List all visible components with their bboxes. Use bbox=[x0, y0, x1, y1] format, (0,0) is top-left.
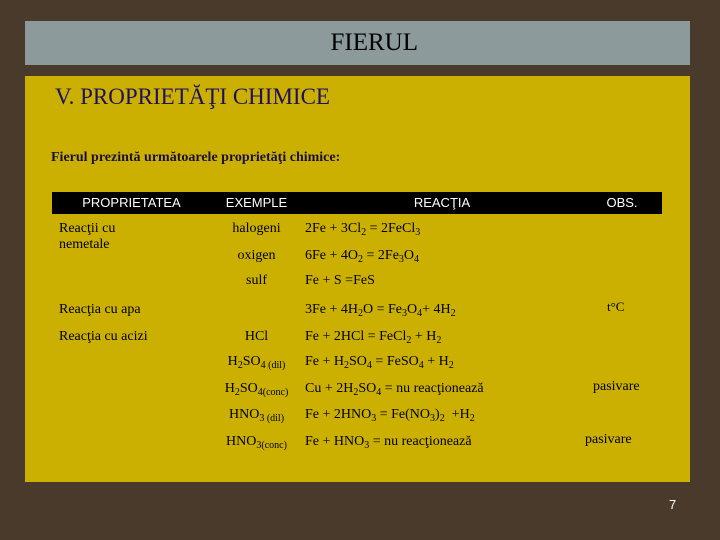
header-proprietatea: PROPRIETATEA bbox=[52, 192, 211, 214]
page-number: 7 bbox=[669, 497, 677, 512]
header-obs: OBS. bbox=[582, 192, 662, 214]
content-panel bbox=[25, 76, 690, 482]
cell-ex-hno3-dil: $HNO_{3 (dil)}$ bbox=[228, 407, 285, 424]
cell-reac-oxigen: $6Fe + 4O_2 = 2Fe_3O_4$ bbox=[305, 248, 420, 265]
cell-ex-oxigen: oxigen bbox=[237, 248, 276, 263]
cell-prop-acizi: Reacţia cu acizi bbox=[59, 329, 148, 344]
cell-prop-apa: Reacţia cu apa bbox=[59, 302, 141, 317]
cell-reac-h2so4-dil: $Fe + H_2SO_4$ = FeSO$_4$ + $H_2$ bbox=[305, 354, 454, 371]
cell-prop-nemetale: Reacţii cu nemetale bbox=[59, 221, 116, 252]
cell-ex-hno3-conc: $HNO_{3(conc)}$ bbox=[226, 434, 287, 451]
cell-reac-sulf: Fe + S =FeS bbox=[305, 273, 375, 288]
cell-reac-h2so4-conc: $Cu + 2H_2SO_4$ = nu reacţionează bbox=[305, 381, 484, 398]
cell-reac-hno3-dil: $Fe + 2HNO_3 = Fe(NO_3)_2 +H_2$ bbox=[305, 407, 475, 424]
cell-ex-halogeni: halogeni bbox=[232, 221, 281, 236]
cell-reac-hcl: Fe + 2HCl = FeCl$_2$ + $H_2$ bbox=[305, 329, 442, 346]
cell-ex-h2so4-conc: $H_2SO_{4(conc)}$ bbox=[224, 381, 289, 398]
cell-obs-pasivare-1: pasivare bbox=[593, 379, 640, 394]
title-bar bbox=[25, 21, 690, 65]
cell-ex-h2so4-dil: $H_2SO_{4 (dil)}$ bbox=[227, 354, 286, 371]
section-heading: V. PROPRIETĂŢI CHIMICE bbox=[55, 84, 330, 109]
cell-reac-hno3-conc: $Fe + HNO_3$ = nu reacţionează bbox=[305, 434, 472, 451]
header-reactia: REACŢIA bbox=[302, 192, 582, 214]
cell-obs-pasivare-2: pasivare bbox=[585, 432, 632, 447]
slide-title: FIERUL bbox=[330, 29, 418, 56]
cell-ex-sulf: sulf bbox=[246, 273, 267, 288]
cell-reac-halogeni: $2Fe + 3Cl_2$ = 2FeCl$_3$ bbox=[305, 221, 421, 238]
header-exemple: EXEMPLE bbox=[211, 192, 302, 214]
cell-ex-hcl: HCl bbox=[244, 329, 269, 344]
cell-reac-apa: $3Fe + 4H_2O = Fe_3O_4+ 4H_2$ bbox=[305, 302, 456, 319]
intro-text: Fierul prezintă următoarele proprietăţi chimice: bbox=[51, 150, 341, 165]
cell-obs-apa: t°C bbox=[607, 299, 625, 314]
